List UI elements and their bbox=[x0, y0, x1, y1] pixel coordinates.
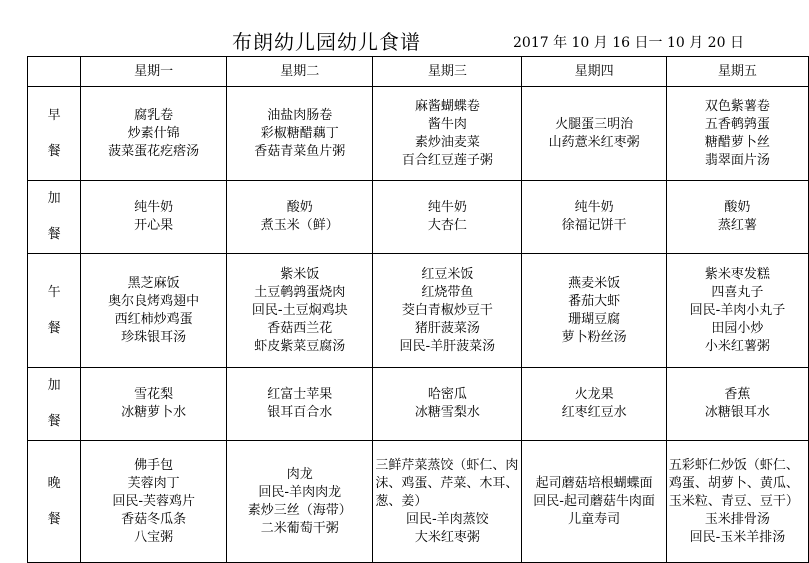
meal-name-cell bbox=[28, 254, 81, 368]
dish-item: 回民-羊肝菠菜汤 bbox=[399, 338, 496, 354]
menu-cell bbox=[81, 441, 227, 563]
menu-table bbox=[27, 56, 809, 563]
menu-cell bbox=[227, 181, 373, 254]
dish-item: 肉龙 bbox=[286, 466, 313, 482]
dish-item: 山药薏米红枣粥 bbox=[548, 134, 640, 150]
meal-row-lunch bbox=[28, 254, 809, 368]
dish-item: 二米葡萄干粥 bbox=[260, 520, 339, 536]
menu-cell bbox=[373, 441, 522, 563]
menu-cell bbox=[666, 87, 808, 181]
menu-cell bbox=[666, 441, 808, 563]
dish-item: 芙蓉肉丁 bbox=[127, 475, 180, 491]
dish-item: 珍珠银耳汤 bbox=[121, 329, 187, 345]
dish-item: 徐福记饼干 bbox=[561, 218, 627, 233]
dish-item: 酱牛肉 bbox=[427, 116, 467, 132]
menu-cell bbox=[81, 254, 227, 368]
dish-item: 雪花梨 bbox=[134, 387, 174, 402]
menu-cell bbox=[522, 368, 667, 441]
page-title: 布朗幼儿园幼儿食谱 bbox=[232, 30, 421, 54]
dish-item: 开心果 bbox=[134, 218, 174, 233]
date-range: 2017 年 10 月 16 日一 10 月 20 日 bbox=[513, 35, 744, 51]
dish-item: 银耳百合水 bbox=[267, 405, 333, 420]
menu-cell bbox=[666, 368, 808, 441]
dish-item: 冰糖银耳水 bbox=[704, 405, 770, 420]
meal-name: 加 bbox=[47, 378, 61, 393]
dish-item: 纯牛奶 bbox=[574, 200, 614, 215]
dish-item: 翡翠面片汤 bbox=[704, 152, 770, 168]
dish-item: 回民-芙蓉鸡片 bbox=[112, 493, 196, 509]
dish-item: 百合红豆莲子粥 bbox=[401, 152, 493, 168]
menu-cell bbox=[666, 254, 808, 368]
dish-item: 香菇冬瓜条 bbox=[121, 511, 187, 527]
day-header: 星期一 bbox=[81, 57, 227, 87]
dish-item: 八宝粥 bbox=[134, 529, 174, 545]
menu-cell bbox=[373, 368, 522, 441]
dish-item: 回民-起司蘑菇牛肉面 bbox=[533, 493, 655, 509]
dish-item: 煮玉米（鲜） bbox=[260, 218, 339, 233]
meal-name: 餐 bbox=[47, 320, 61, 336]
dish-item: 猪肝菠菜汤 bbox=[414, 320, 480, 336]
dish-item: 糖醋萝卜丝 bbox=[704, 134, 770, 150]
dish-item: 五彩虾仁炒饭（虾仁、鸡蛋、胡萝卜、黄瓜、玉米粒、青豆、豆干） bbox=[668, 457, 799, 509]
menu-cell bbox=[81, 181, 227, 254]
dish-item: 红豆米饭 bbox=[421, 266, 474, 282]
dish-item: 大杏仁 bbox=[427, 218, 467, 233]
dish-item: 大米红枣粥 bbox=[414, 529, 480, 545]
dish-item: 冰糖萝卜水 bbox=[121, 405, 187, 420]
meal-name-cell bbox=[28, 368, 81, 441]
dish-item: 回民-玉米羊排汤 bbox=[689, 529, 786, 545]
dish-item: 番茄大虾 bbox=[568, 293, 621, 309]
meal-name: 餐 bbox=[47, 143, 61, 159]
day-header: 星期二 bbox=[227, 57, 373, 87]
dish-item: 香菇青菜鱼片粥 bbox=[254, 143, 346, 159]
meal-name: 早 bbox=[47, 107, 61, 123]
meal-row-breakfast bbox=[28, 87, 809, 181]
dish-item: 土豆鹌鹑蛋烧肉 bbox=[254, 284, 346, 300]
dish-item: 火龙果 bbox=[574, 387, 614, 402]
dish-item: 油盐肉肠卷 bbox=[267, 107, 333, 123]
dish-item: 紫米饭 bbox=[280, 266, 320, 282]
meal-name-cell bbox=[28, 87, 81, 181]
dish-item: 茭白青椒炒豆干 bbox=[401, 302, 493, 318]
menu-cell bbox=[373, 87, 522, 181]
dish-item: 红烧带鱼 bbox=[421, 284, 474, 300]
dish-item: 素炒三丝（海带） bbox=[247, 502, 352, 518]
dish-item: 黑芝麻饭 bbox=[127, 275, 180, 291]
dish-item: 腐乳卷 bbox=[134, 107, 174, 123]
dish-item: 珊瑚豆腐 bbox=[568, 311, 621, 327]
meal-name: 加 bbox=[47, 191, 61, 206]
dish-item: 哈密瓜 bbox=[427, 387, 467, 402]
menu-cell bbox=[227, 441, 373, 563]
meal-name: 晚 bbox=[47, 475, 61, 491]
meal-name-cell bbox=[28, 441, 81, 563]
menu-cell bbox=[522, 181, 667, 254]
dish-item: 小米红薯粥 bbox=[704, 338, 770, 354]
dish-item: 冰糖雪梨水 bbox=[414, 405, 480, 420]
dish-item: 奥尔良烤鸡翅中 bbox=[108, 293, 200, 309]
meal-name: 餐 bbox=[47, 227, 61, 242]
dish-item: 起司蘑菇培根蝴蝶面 bbox=[535, 475, 653, 491]
meal-row-dinner bbox=[28, 441, 809, 563]
menu-cell bbox=[81, 368, 227, 441]
dish-item: 香菇西兰花 bbox=[267, 320, 333, 336]
menu-cell bbox=[227, 87, 373, 181]
dish-item: 纯牛奶 bbox=[134, 200, 174, 215]
dish-item: 炒素什锦 bbox=[127, 125, 180, 141]
dish-item: 双色紫薯卷 bbox=[704, 98, 770, 114]
dish-item: 麻酱蝴蝶卷 bbox=[414, 98, 480, 114]
menu-cell bbox=[227, 254, 373, 368]
menu-cell bbox=[373, 254, 522, 368]
dish-item: 田园小炒 bbox=[711, 320, 764, 336]
dish-item: 佛手包 bbox=[134, 457, 174, 473]
menu-cell bbox=[227, 368, 373, 441]
dish-item: 酸奶 bbox=[286, 200, 313, 215]
day-header: 星期三 bbox=[373, 57, 522, 87]
meal-name-cell bbox=[28, 181, 81, 254]
dish-item: 紫米枣发糕 bbox=[704, 266, 770, 282]
dish-item: 玉米排骨汤 bbox=[704, 511, 770, 527]
dish-item: 三鲜芹菜蒸饺（虾仁、肉沫、鸡蛋、芹菜、木耳、葱、姜） bbox=[375, 457, 519, 509]
dish-item: 四喜丸子 bbox=[711, 284, 764, 300]
meal-name: 午 bbox=[47, 284, 61, 300]
day-header: 星期五 bbox=[666, 57, 808, 87]
menu-cell bbox=[373, 181, 522, 254]
header-row bbox=[28, 57, 809, 87]
menu-cell bbox=[522, 254, 667, 368]
dish-item: 香蕉 bbox=[724, 387, 751, 402]
dish-item: 红富士苹果 bbox=[267, 387, 333, 402]
dish-item: 回民-土豆焖鸡块 bbox=[251, 302, 348, 318]
corner-cell bbox=[28, 57, 81, 87]
meal-name: 餐 bbox=[47, 511, 61, 527]
meal-row-snack-afternoon bbox=[28, 368, 809, 441]
menu-cell bbox=[522, 441, 667, 563]
dish-item: 回民-羊肉小丸子 bbox=[689, 302, 786, 318]
dish-item: 彩椒糖醋藕丁 bbox=[260, 125, 339, 141]
dish-item: 纯牛奶 bbox=[427, 200, 467, 215]
menu-cell bbox=[81, 87, 227, 181]
dish-item: 虾皮紫菜豆腐汤 bbox=[254, 338, 346, 354]
dish-item: 五香鹌鹑蛋 bbox=[704, 116, 770, 132]
dish-item: 蒸红薯 bbox=[717, 218, 757, 233]
menu-cell bbox=[666, 181, 808, 254]
dish-item: 素炒油麦菜 bbox=[414, 134, 480, 150]
dish-item: 燕麦米饭 bbox=[568, 275, 621, 291]
dish-item: 回民-羊肉蒸饺 bbox=[405, 511, 489, 527]
day-header: 星期四 bbox=[522, 57, 667, 87]
dish-item: 菠菜蛋花疙瘩汤 bbox=[108, 143, 200, 159]
dish-item: 萝卜粉丝汤 bbox=[561, 329, 627, 345]
dish-item: 火腿蛋三明治 bbox=[555, 116, 634, 132]
dish-item: 儿童寿司 bbox=[568, 511, 621, 527]
dish-item: 西红柿炒鸡蛋 bbox=[114, 311, 193, 327]
dish-item: 红枣红豆水 bbox=[561, 405, 627, 420]
dish-item: 回民-羊肉肉龙 bbox=[258, 484, 342, 500]
meal-row-snack-morning bbox=[28, 181, 809, 254]
dish-item: 酸奶 bbox=[724, 200, 751, 215]
meal-name: 餐 bbox=[47, 414, 61, 429]
menu-cell bbox=[522, 87, 667, 181]
